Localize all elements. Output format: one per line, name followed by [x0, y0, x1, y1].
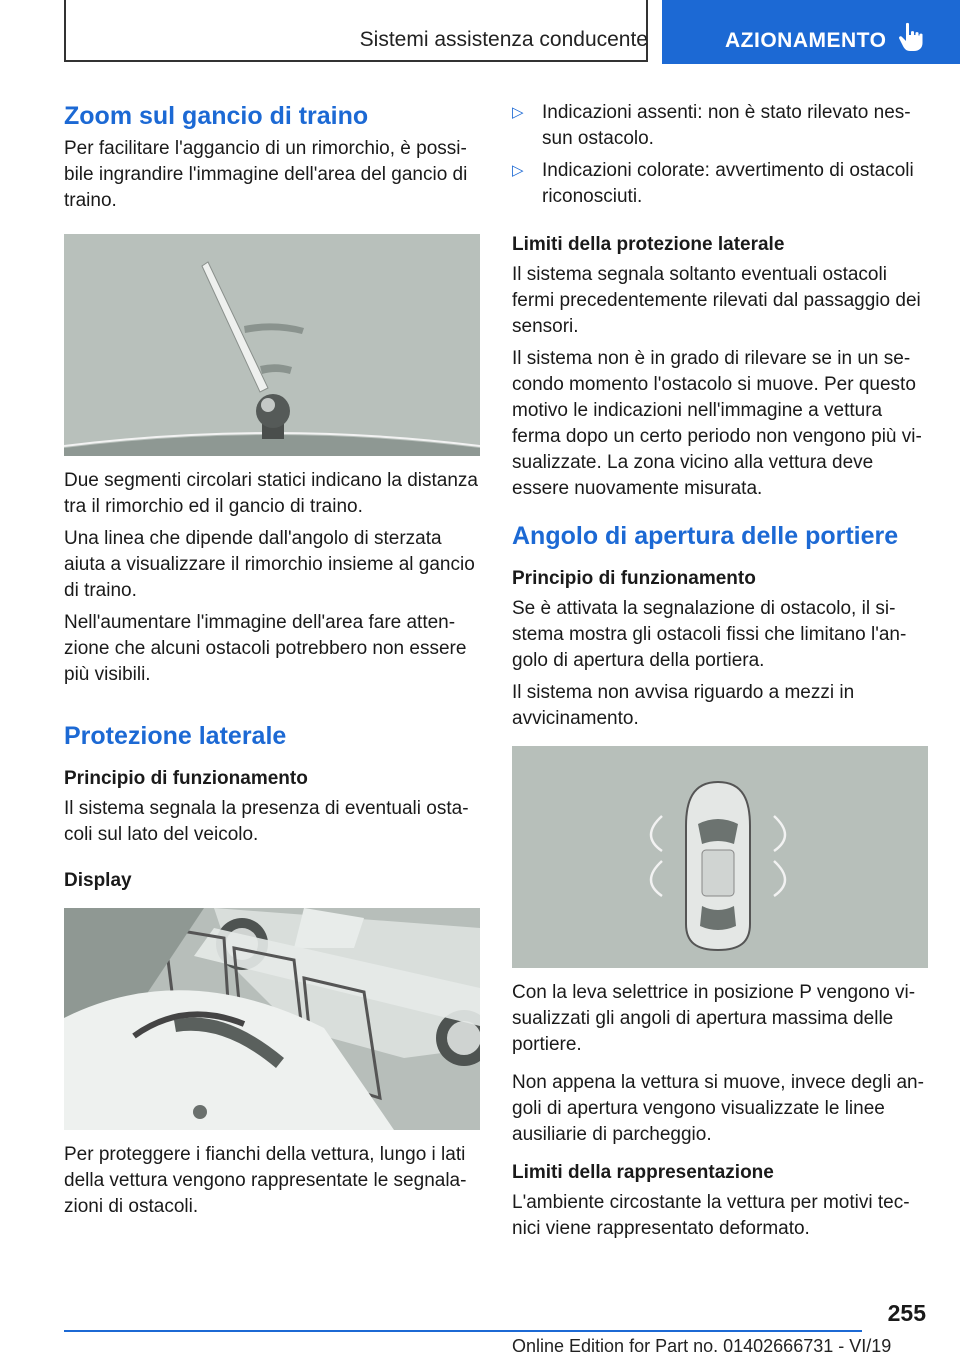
list-item: ▷ Indicazioni colorate: avvertimento di ostacoli riconosciuti.: [512, 160, 914, 207]
door-after-1: Con la leva selettrice in posizione P vengono visualizzati gli angoli di apertura massima delle portiere.: [512, 982, 916, 1055]
triangle-bullet-icon: ▷: [512, 104, 524, 121]
page-number: 255: [887, 1300, 926, 1326]
zoom-heading: Zoom sul gancio di traino: [64, 102, 369, 130]
limits-text-2: Il sistema non è in grado di rilevare se in un secondo momento l'ostacolo si muove. Per questo motivo le indicazioni nell'immagine a vettura ferma dopo un certo periodo non vengono più visualizzate. La zona vicino alla vettura deve essere nuovamente misurata.: [512, 348, 922, 499]
display-text: Per proteggere i fianchi della vettura, lungo i lati della vettura vengono rappresentate le segnalazioni di ostacoli.: [64, 1144, 467, 1217]
zoom-after-2: Una linea che dipende dall'angolo di sterzata aiuta a visualizzare il rimorchio insieme al gancio di traino.: [64, 528, 475, 601]
side-principle-heading: Principio di funzionamento: [64, 768, 308, 789]
hitch-zoom-figure: [64, 234, 480, 456]
left-column: [64, 100, 480, 1220]
door-principle-text-2: Il sistema non avvisa riguardo a mezzi in avvicinamento.: [512, 682, 855, 729]
representation-limits-heading: Limiti della rappresentazione: [512, 1162, 774, 1183]
hand-pointer-icon: [898, 22, 924, 52]
list-item: ▷ Indicazioni assenti: non è stato rilevato nessun ostacolo.: [512, 102, 911, 149]
door-angle-illustration: [512, 746, 928, 968]
display-heading: Display: [64, 870, 132, 891]
footer-divider: [64, 1330, 862, 1332]
section-title: Sistemi assistenza conducente: [359, 28, 648, 51]
edition-text: Online Edition for Part no. 01402666731 - VI/19: [512, 1336, 892, 1356]
chapter-label: AZIONAMENTO: [725, 29, 887, 52]
zoom-intro: Per facilitare l'aggancio di un rimorchio, è possibile ingrandire l'immagine dell'area del gancio di traino.: [64, 138, 468, 211]
limits-heading: Limiti della protezione laterale: [512, 234, 785, 255]
hitch-zoom-illustration: [64, 234, 480, 456]
door-angle-figure: [512, 746, 928, 968]
zoom-after-3: Nell'aumentare l'immagine dell'area fare attenzione che alcuni ostacoli potrebbero non essere più visibili.: [64, 612, 467, 685]
door-principle-text-1: Se è attivata la segnalazione di ostacolo, il sistema mostra gli ostacoli fissi che limitano l'angolo di apertura della portiera.: [512, 598, 907, 671]
indication-list: [512, 100, 928, 210]
side-principle-text: Il sistema segnala la presenza di eventuali ostacoli sul lato del veicolo.: [64, 798, 469, 845]
chapter-tab: [662, 0, 960, 64]
limits-text-1: Il sistema segnala soltanto eventuali ostacoli fermi precedentemente rilevati dal passaggio dei sensori.: [512, 264, 921, 337]
page-header: [0, 0, 960, 66]
triangle-bullet-icon: ▷: [512, 162, 524, 179]
side-protection-heading: Protezione laterale: [64, 722, 287, 750]
side-protection-figure: [64, 908, 480, 1130]
door-principle-heading: Principio di funzionamento: [512, 568, 756, 589]
door-angle-heading: Angolo di apertura delle portiere: [512, 522, 899, 550]
side-protection-illustration: [64, 908, 480, 1130]
representation-limits-text: L'ambiente circostante la vettura per motivi tecnici viene rappresentato deformato.: [512, 1192, 910, 1239]
zoom-after-1: Due segmenti circolari statici indicano la distanza tra il rimorchio ed il gancio di traino.: [64, 470, 478, 517]
right-column: [512, 100, 928, 1242]
door-after-2: Non appena la vettura si muove, invece degli angoli di apertura vengono visualizzate le linee ausiliarie di parcheggio.: [512, 1072, 924, 1145]
